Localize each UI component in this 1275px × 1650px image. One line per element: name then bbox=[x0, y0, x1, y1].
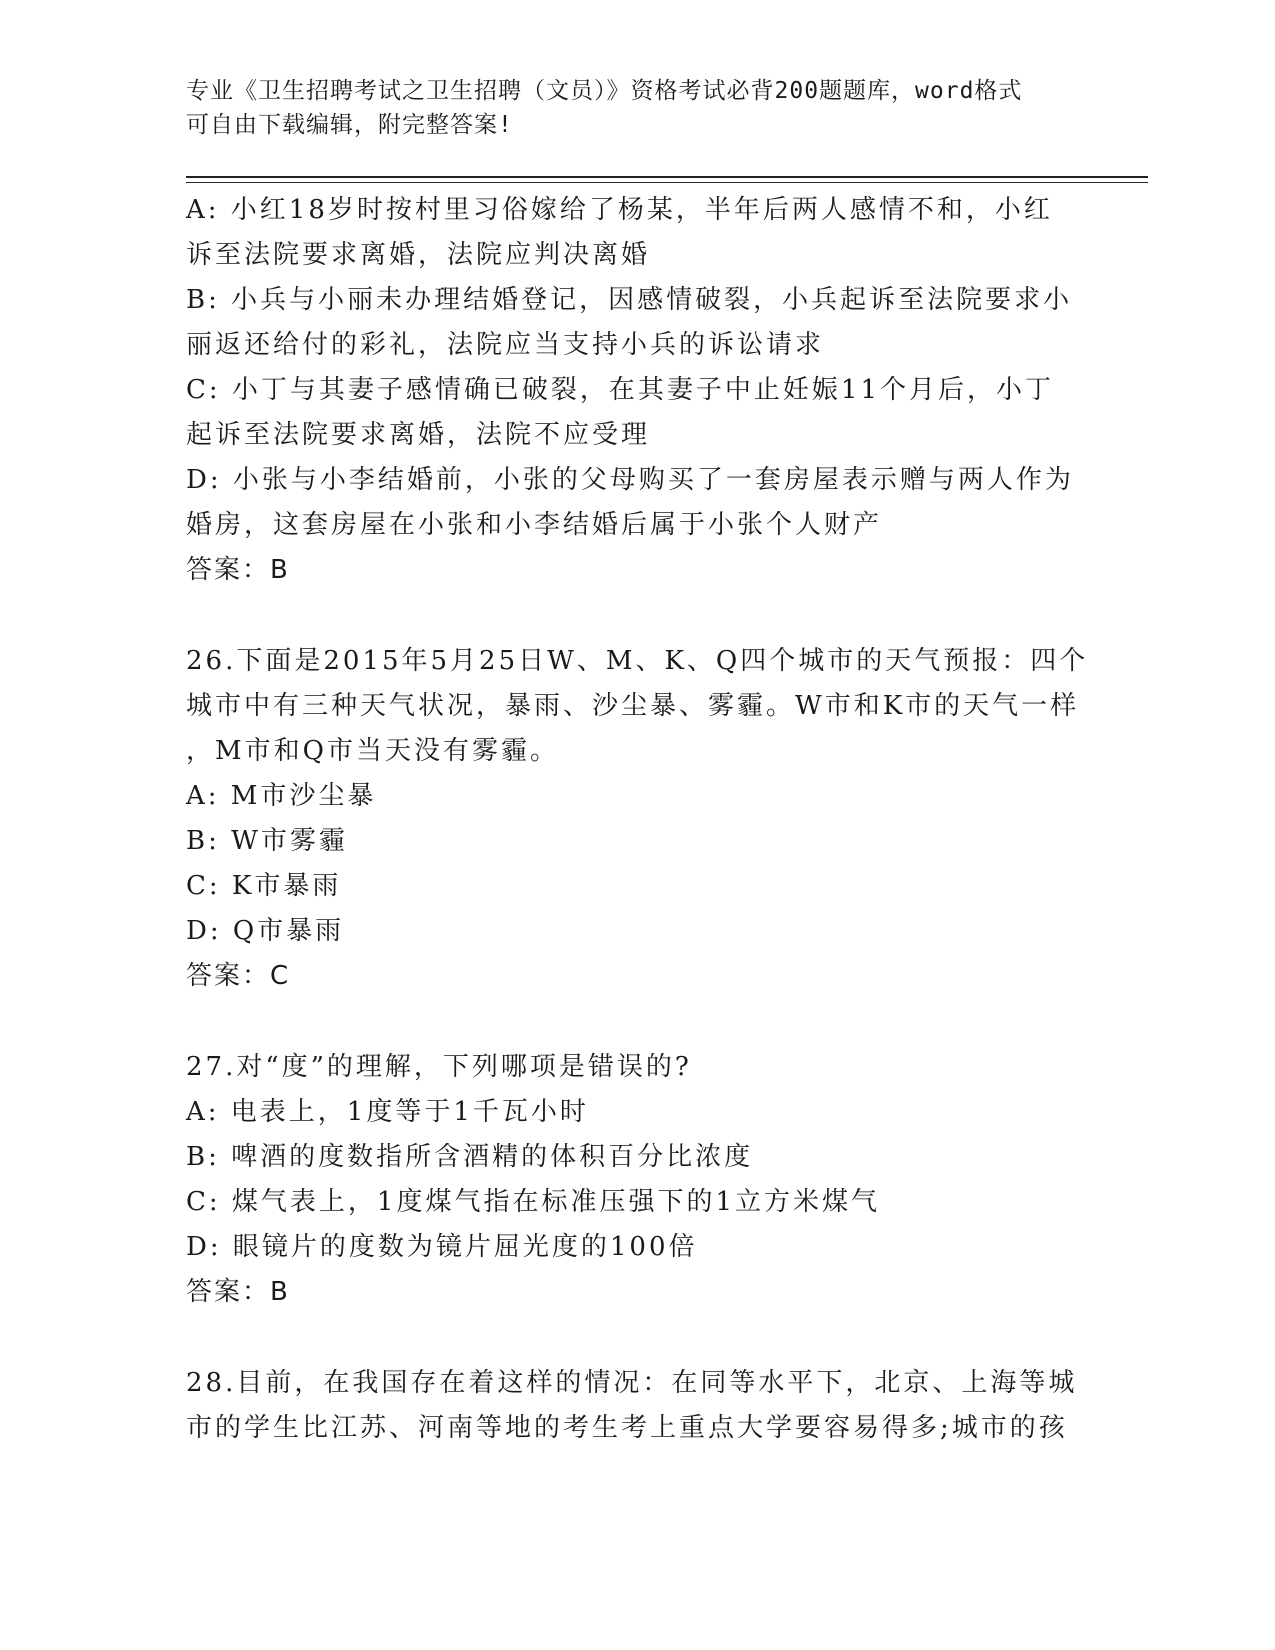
q27-stem: 27.对“度”的理解，下列哪项是错误的? bbox=[186, 1052, 692, 1082]
q25-option-c-line-2: 起诉至法院要求离婚，法院不应受理 bbox=[186, 420, 651, 450]
q25-option-a-line-1: A: 小红18岁时按村里习俗嫁给了杨某，半年后两人感情不和，小红 bbox=[186, 195, 1053, 225]
q27-option-a: A: 电表上，1度等于1千瓦小时 bbox=[186, 1097, 589, 1127]
q26-stem-line-2: 城市中有三种天气状况，暴雨、沙尘暴、雾霾。W市和K市的天气一样 bbox=[186, 691, 1080, 721]
question-spacer bbox=[186, 593, 1086, 639]
q27-answer: 答案：B bbox=[186, 1277, 290, 1307]
q26-option-a: A: M市沙尘暴 bbox=[186, 781, 377, 811]
q25-option-a-line-2: 诉至法院要求离婚，法院应判决离婚 bbox=[186, 240, 651, 270]
q25-option-c-line-1: C: 小丁与其妻子感情确已破裂，在其妻子中止妊娠11个月后，小丁 bbox=[186, 375, 1055, 405]
header-divider-thin bbox=[186, 182, 1148, 183]
header-divider-thick bbox=[186, 176, 1148, 178]
question-spacer bbox=[186, 1315, 1086, 1361]
header-title-line-1: 专业《卫生招聘考试之卫生招聘（文员）》资格考试必背200题题库，word格式 bbox=[186, 78, 1023, 104]
question-content bbox=[186, 188, 1089, 1451]
question-25 bbox=[186, 188, 1086, 593]
q26-stem-line-1: 26.下面是2015年5月25日W、M、K、Q四个城市的天气预报：四个 bbox=[186, 646, 1089, 676]
q26-stem-line-3: ，M市和Q市当天没有雾霾。 bbox=[186, 736, 559, 766]
q25-answer: 答案：B bbox=[186, 555, 290, 585]
q25-option-b-line-1: B: 小兵与小丽未办理结婚登记，因感情破裂，小兵起诉至法院要求小 bbox=[186, 285, 1073, 315]
q26-answer: 答案：C bbox=[186, 961, 291, 991]
header-title-line-2: 可自由下载编辑，附完整答案! bbox=[186, 112, 513, 138]
question-spacer bbox=[186, 999, 1086, 1045]
q25-option-d-line-1: D: 小张与小李结婚前，小张的父母购买了一套房屋表示赠与两人作为 bbox=[186, 465, 1074, 495]
q27-option-c: C: 煤气表上，1度煤气指在标准压强下的1立方米煤气 bbox=[186, 1187, 881, 1217]
q25-option-d-line-2: 婚房，这套房屋在小张和小李结婚后属于小张个人财产 bbox=[186, 510, 883, 540]
q27-option-d: D: 眼镜片的度数为镜片屈光度的100倍 bbox=[186, 1232, 698, 1262]
question-28 bbox=[186, 1361, 1086, 1451]
question-26 bbox=[186, 639, 1089, 999]
q26-option-b: B: W市雾霾 bbox=[186, 826, 348, 856]
document-header bbox=[186, 74, 1086, 142]
q26-option-d: D: Q市暴雨 bbox=[186, 916, 345, 946]
q25-option-b-line-2: 丽返还给付的彩礼，法院应当支持小兵的诉讼请求 bbox=[186, 330, 825, 360]
q28-stem-line-1: 28.目前，在我国存在着这样的情况：在同等水平下，北京、上海等城 bbox=[186, 1368, 1078, 1398]
q27-option-b: B: 啤酒的度数指所含酒精的体积百分比浓度 bbox=[186, 1142, 754, 1172]
q28-stem-line-2: 市的学生比江苏、河南等地的考生考上重点大学要容易得多;城市的孩 bbox=[186, 1413, 1068, 1443]
question-27 bbox=[186, 1045, 1086, 1315]
q26-option-c: C: K市暴雨 bbox=[186, 871, 342, 901]
